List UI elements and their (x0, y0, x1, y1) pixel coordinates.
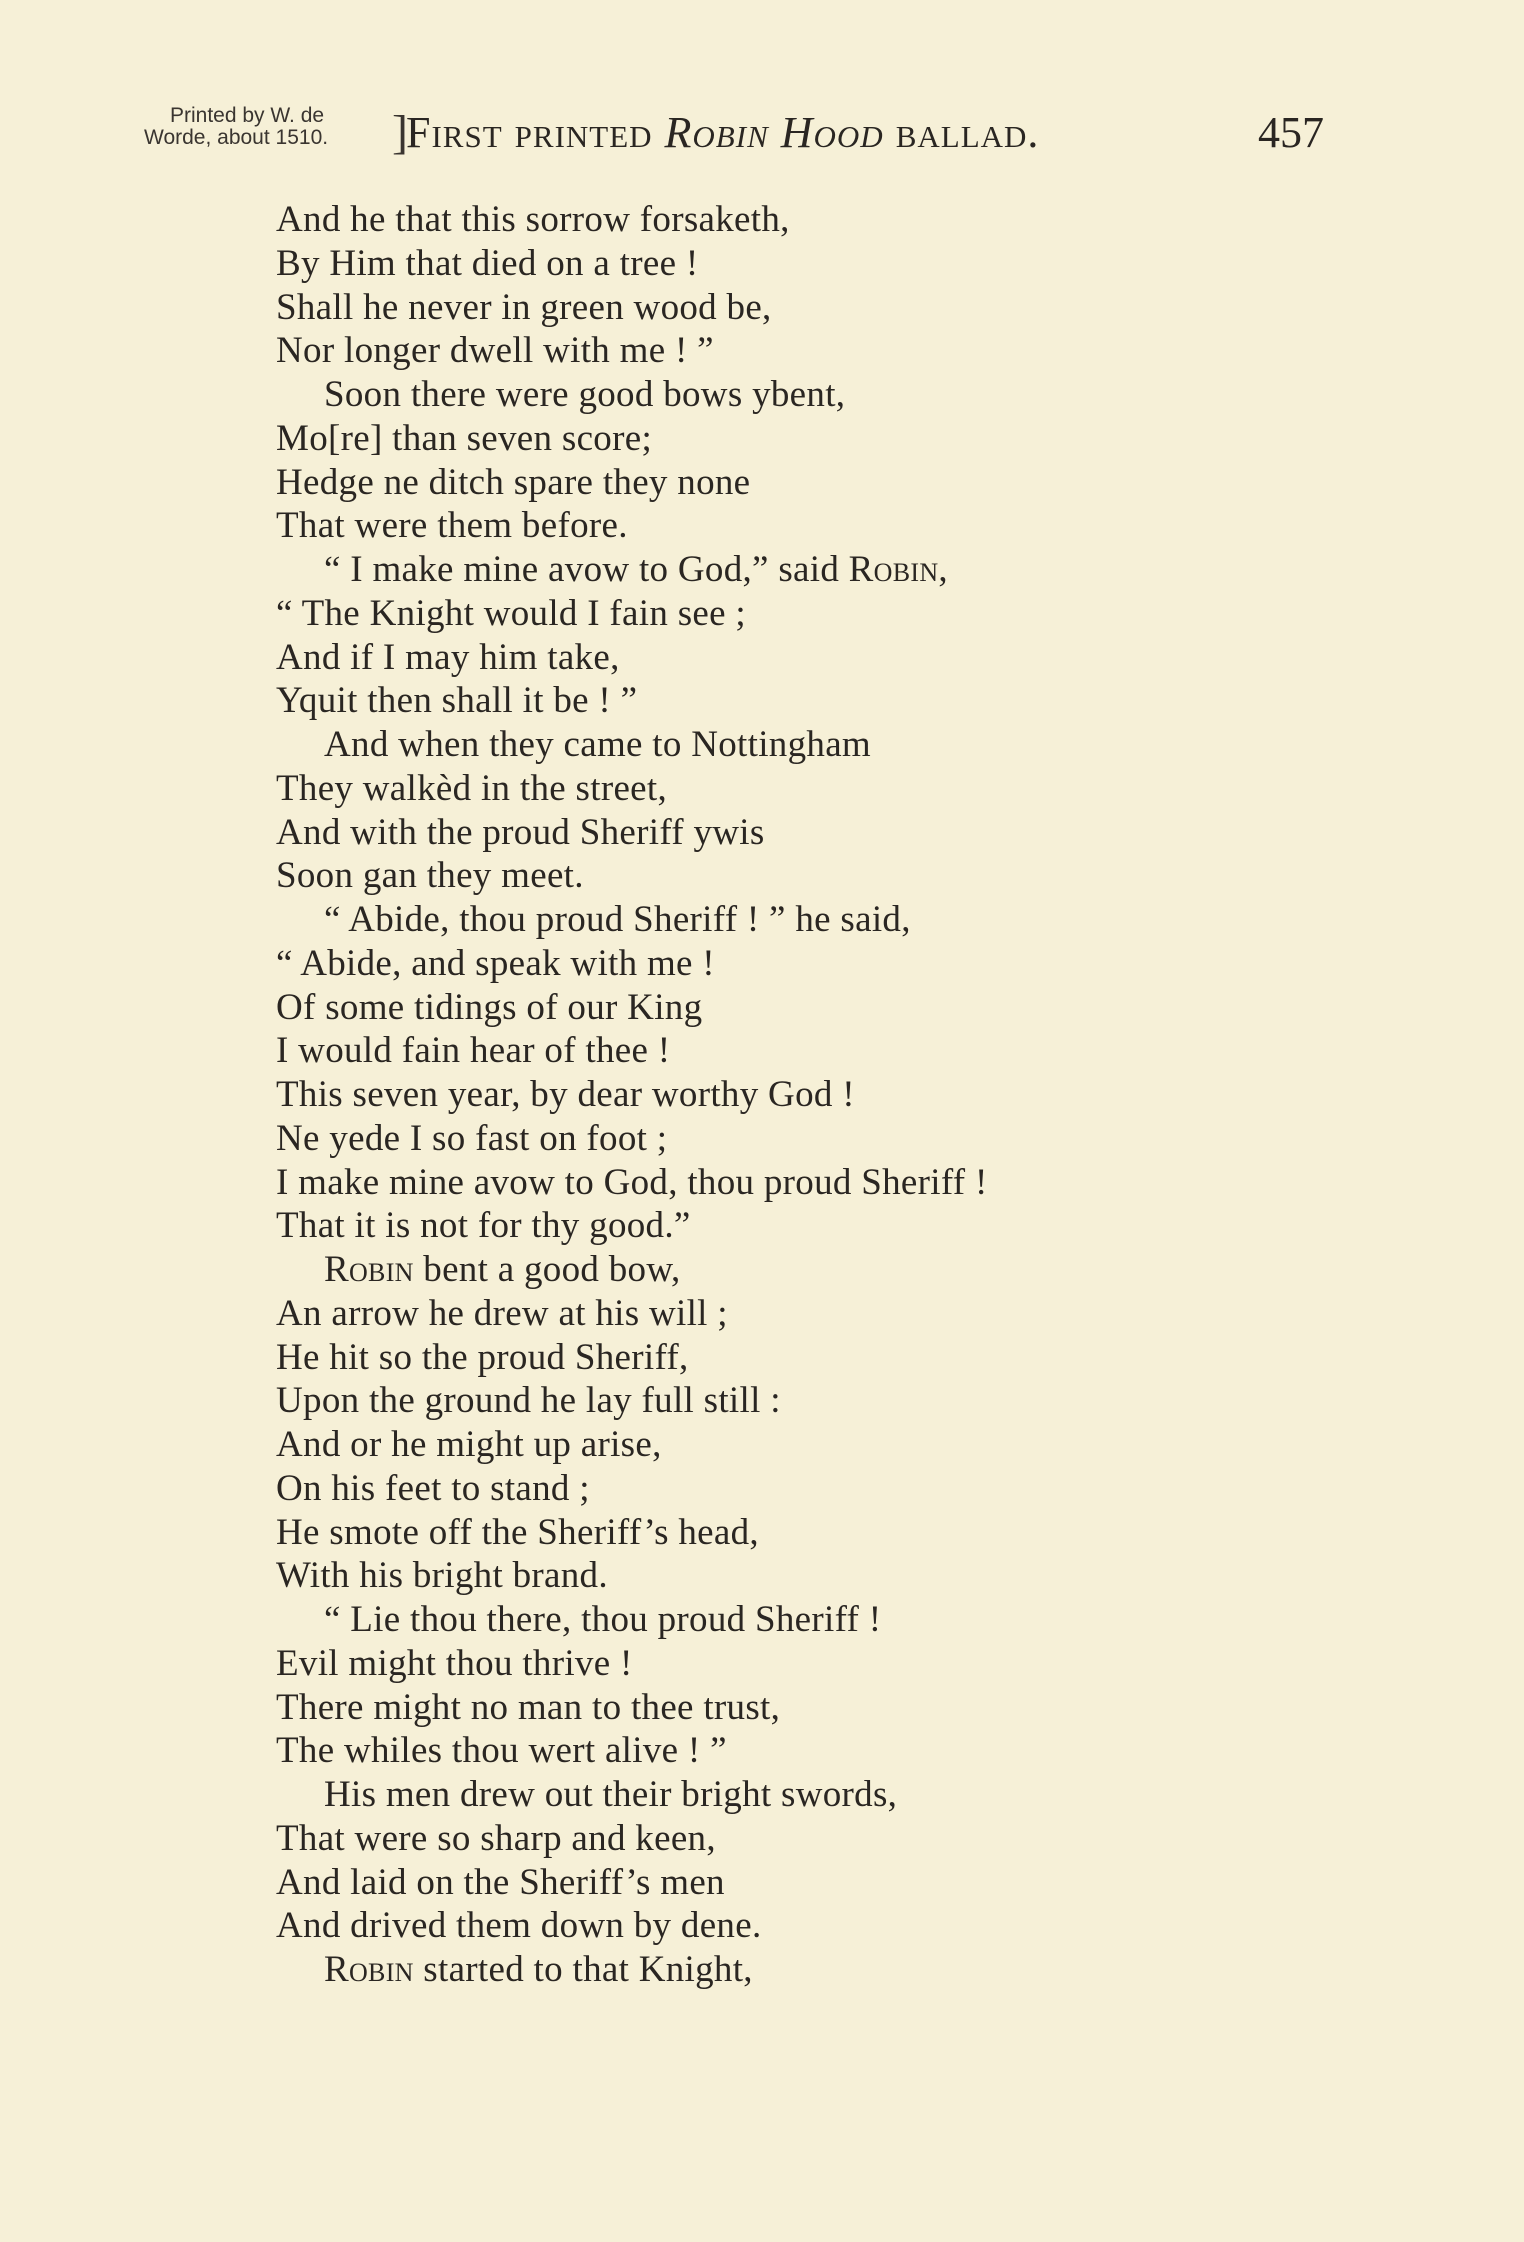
verse-line: Evil might thou thrive ! (276, 1642, 633, 1684)
side-note (144, 105, 384, 149)
verse-body (276, 198, 1276, 1992)
verse-line: Shall he never in green wood be, (276, 286, 772, 328)
verse-line: And laid on the Sheriff’s men (276, 1861, 725, 1903)
verse-line: And or he might up arise, (276, 1424, 662, 1465)
verse-line: The whiles thou wert alive ! ” (276, 1730, 727, 1772)
page-number: 457 (1258, 108, 1324, 157)
verse-line: “ The Knight would I fain see ; (276, 592, 746, 634)
side-note-line: Worde, about 1510. (144, 126, 329, 149)
verse-line: “ Abide, and speak with me ! (276, 942, 715, 984)
verse-line: This seven year, by dear worthy God ! (276, 1074, 855, 1115)
verse-line: That it is not for thy good.” (276, 1205, 691, 1247)
verse-line: “ Abide, thou proud Sheriff ! ” he said, (324, 899, 911, 940)
side-note-line: Printed by W. de (170, 104, 325, 127)
verse-line: Robin bent a good bow, (324, 1249, 681, 1290)
verse-line: Soon gan they meet. (276, 855, 584, 897)
verse-line: Upon the ground he lay full still : (276, 1380, 781, 1422)
verse-line: Soon there were good bows ybent, (324, 374, 846, 415)
verse-line: Yquit then shall it be ! ” (276, 680, 638, 722)
character-name: Robin (324, 1949, 414, 1990)
verse-line: They walkèd in the street, (276, 767, 668, 809)
verse-line: His men drew out their bright swords, (324, 1774, 898, 1815)
title-part: First printed (406, 108, 653, 157)
verse-line: There might no man to thee trust, (276, 1686, 781, 1728)
verse-line: I make mine avow to God, thou proud Sheriff ! (276, 1161, 988, 1203)
verse-line: By Him that died on a tree ! (276, 242, 699, 284)
verse-line: He hit so the proud Sheriff, (276, 1336, 689, 1378)
title-italic: Robin Hood (664, 108, 884, 157)
verse-line: And drived them down by dene. (276, 1905, 762, 1947)
verse-line: “ Lie thou there, thou proud Sheriff ! (324, 1599, 882, 1640)
verse-line: That were so sharp and keen, (276, 1817, 716, 1859)
running-header (144, 105, 1324, 165)
verse-line: With his bright brand. (276, 1555, 608, 1597)
verse-line: Mo[re] than seven score; (276, 417, 653, 459)
character-name: Robin (324, 1249, 414, 1290)
title-part: ballad. (895, 108, 1040, 157)
bracket-glyph: ] (392, 106, 408, 159)
verse-line: On his feet to stand ; (276, 1467, 590, 1509)
verse-line: Of some tidings of our King (276, 986, 703, 1028)
verse-line: Ne yede I so fast on foot ; (276, 1117, 668, 1159)
character-name: Robin (848, 549, 939, 590)
verse-line: And if I may him take, (276, 636, 620, 678)
verse-line: An arrow he drew at his will ; (276, 1292, 728, 1334)
verse-line: And when they came to Nottingham (324, 724, 872, 765)
verse-line: He smote off the Sheriff’s head, (276, 1511, 759, 1553)
verse-line: Hedge ne ditch spare they none (276, 461, 751, 503)
verse-line: That were them before. (276, 505, 628, 547)
verse-line: And with the proud Sheriff ywis (276, 811, 765, 853)
verse-line: Robin started to that Knight, (324, 1949, 753, 1990)
running-title (406, 105, 1039, 161)
verse-line: “ I make mine avow to God,” said Robin, (324, 549, 948, 590)
verse-line: And he that this sorrow forsaketh, (276, 199, 790, 240)
verse-line: I would fain hear of thee ! (276, 1030, 671, 1072)
verse-line: Nor longer dwell with me ! ” (276, 330, 714, 372)
